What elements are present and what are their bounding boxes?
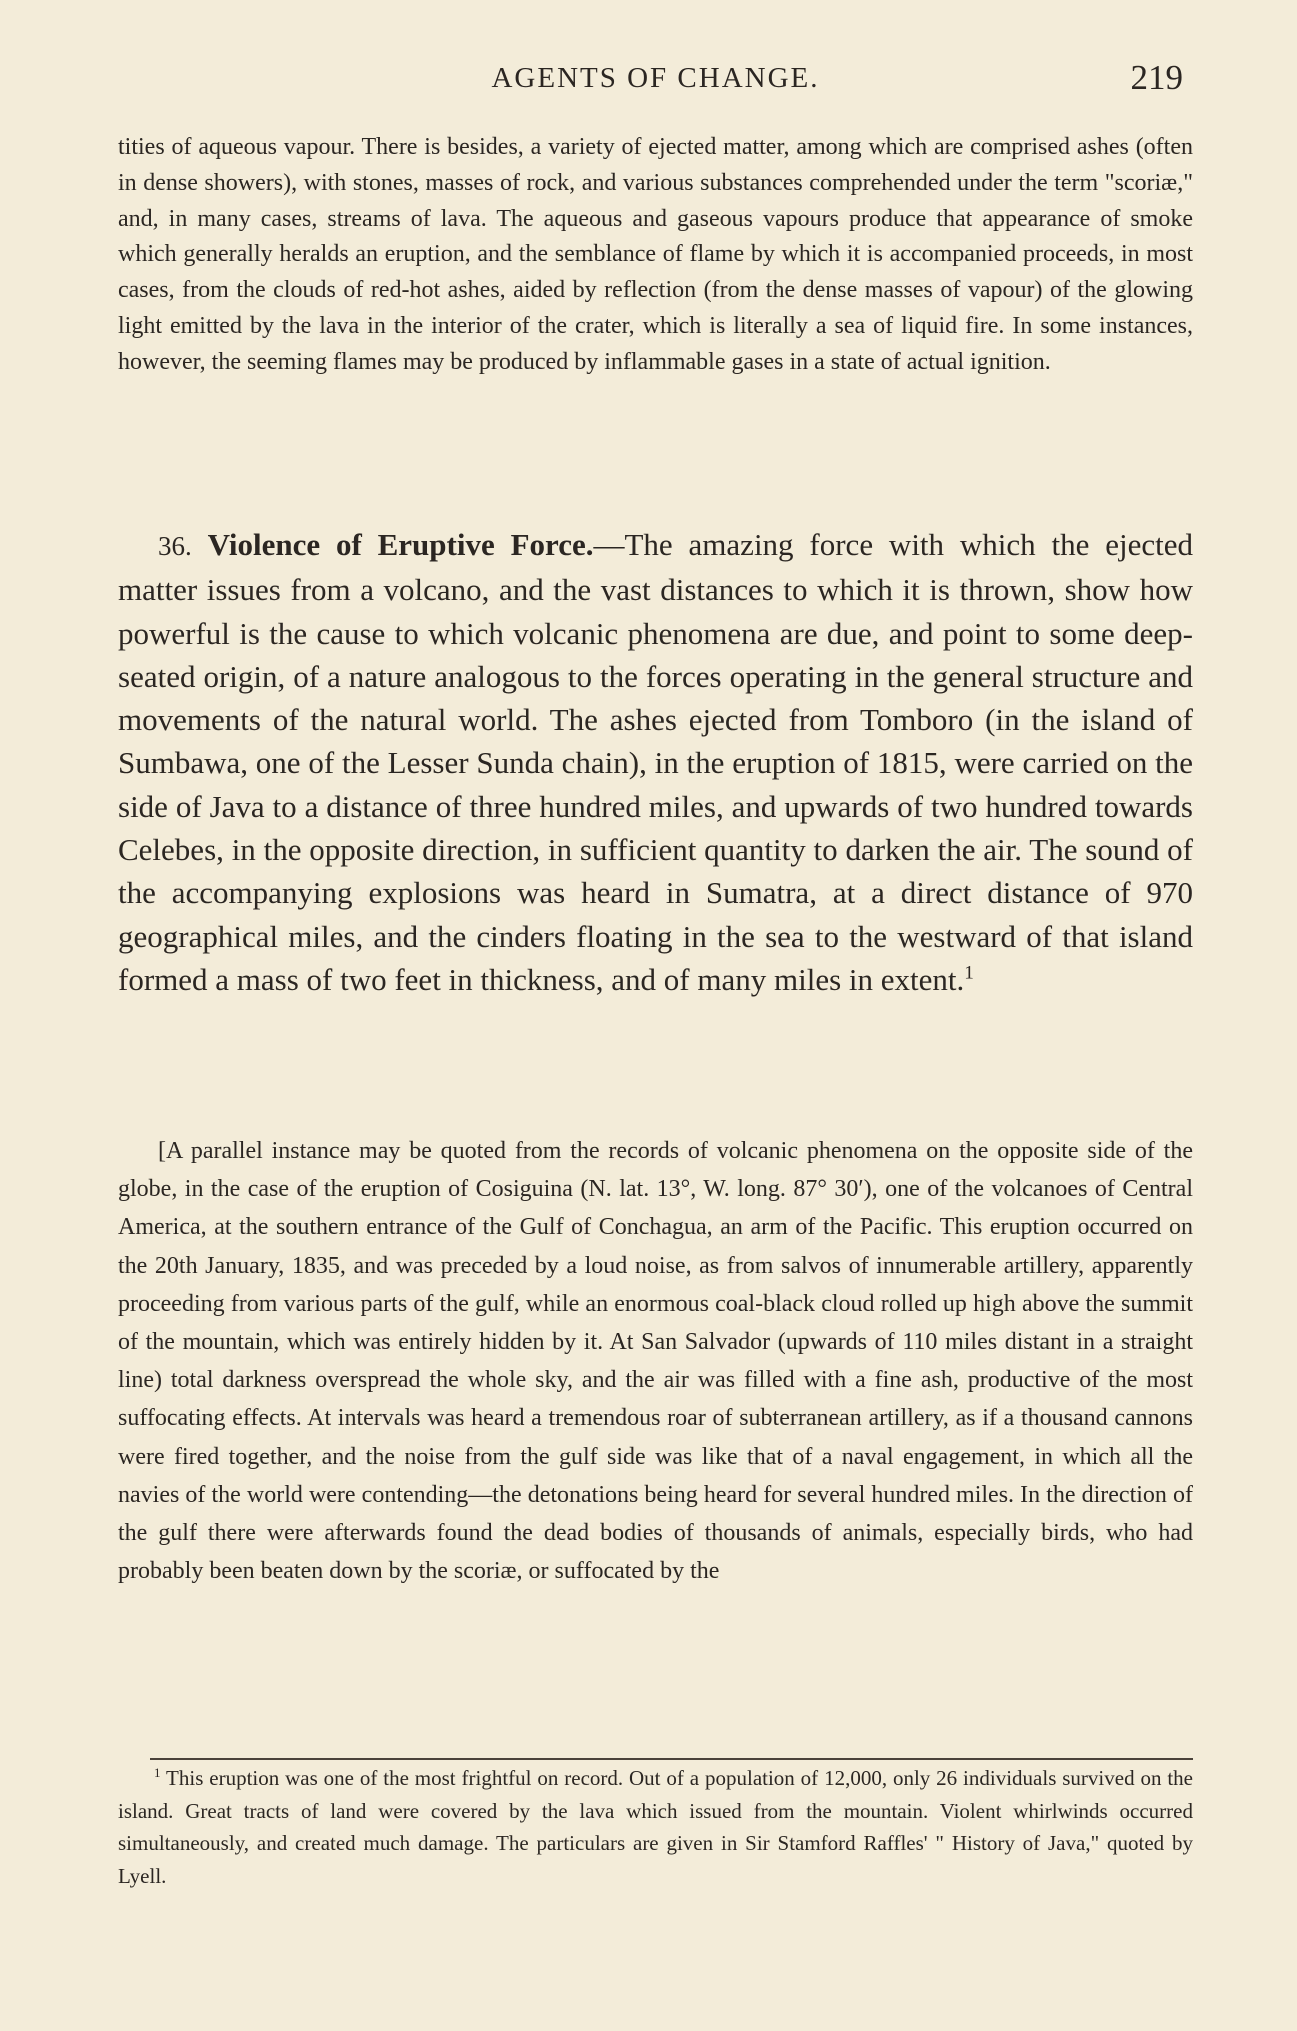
page-number: 219	[1130, 58, 1183, 97]
running-head: AGENTS OF CHANGE.	[491, 62, 820, 94]
section-number: 36.	[158, 531, 192, 561]
footnote-text: This eruption was one of the most frightful on record. Out of a population of 12,000, only 26 individuals survived on the island. Great tracts of land were covered by the lava which issued from the mountain. Violent whirlwinds occurred simultaneously, and created much damage. The particulars are given in Sir Stamford Raffles' " History of Java," quoted by Lyell.	[118, 1766, 1194, 1888]
paragraph-cosiguina: [A parallel instance may be quoted from the records of volcanic phenomena on the opposite side of the globe, in the case of the eruption of Cosiguina (N. lat. 13°, W. long. 87° 30′), one of the volcanoes of Central America, at the southern entrance of the Gulf of Conchagua, an arm of the Pacific. This eruption occurred on the 20th January, 1835, and was preceded by a loud noise, as from salvos of innumerable artillery, apparently proceeding from various parts of the gulf, while an enormous coal-black cloud rolled up high above the summit of the mountain, which was entirely hidden by it. At San Salvador (upwards of 110 miles distant in a straight line) total darkness overspread the whole sky, and the air was filled with a fine ash, productive of the most suffocating effects. At intervals was heard a tremendous roar of subterranean artillery, as if a thousand cannons were fired together, and the noise from the gulf side was like that of a naval engagement, in which all the navies of the world were contending—the detonations being heard for several hundred miles. In the direction of the gulf there were afterwards found the dead bodies of thousands of animals, especially birds, who had probably been beaten down by the scoriæ, or suffocated by the	[118, 1138, 1193, 1585]
section-title: Violence of Eruptive Force.	[207, 527, 594, 562]
footnote-reference: 1	[964, 962, 974, 984]
footnote-divider	[150, 1758, 1193, 1760]
paragraph-aqueous-vapour: tities of aqueous vapour. There is besides, a variety of ejected matter, among which are comprised ashes (often in dense showers), with stones, masses of rock, and various substances comprehended under the term "scoriæ," and, in many cases, streams of lava. The aqueous and gaseous vapours produce that appearance of smoke which generally heralds an eruption, and the semblance of flame by which it is accompanied proceeds, in most cases, from the clouds of red-hot ashes, aided by reflection (from the dense masses of vapour) of the glowing light emitted by the lava in the interior of the crater, which is literally a sea of liquid fire. In some instances, however, the seeming flames may be produced by inflammable gases in a state of actual ignition.	[118, 134, 1193, 375]
footnote-marker: 1	[154, 1765, 161, 1780]
section-36-paragraph	[118, 523, 1193, 1001]
footnote	[118, 1762, 1193, 1892]
page-header	[118, 58, 1193, 102]
section-body-text: —The amazing force with which the ejected matter issues from a volcano, and the vast distances to which it is thrown, show how powerful is the cause to which volcanic phenomena are due, and point to some deep-seated origin, of a nature analogous to the forces operating in the general structure and movements of the natural world. The ashes ejected from Tomboro (in the island of Sumbawa, one of the Lesser Sunda chain), in the eruption of 1815, were carried on the side of Java to a distance of three hundred miles, and upwards of two hundred towards Celebes, in the opposite direction, in sufficient quantity to darken the air. The sound of the accompanying explosions was heard in Sumatra, at a direct distance of 970 geographical miles, and the cinders floating in the sea to the westward of that island formed a mass of two feet in thickness, and of many miles in extent.	[118, 527, 1193, 997]
